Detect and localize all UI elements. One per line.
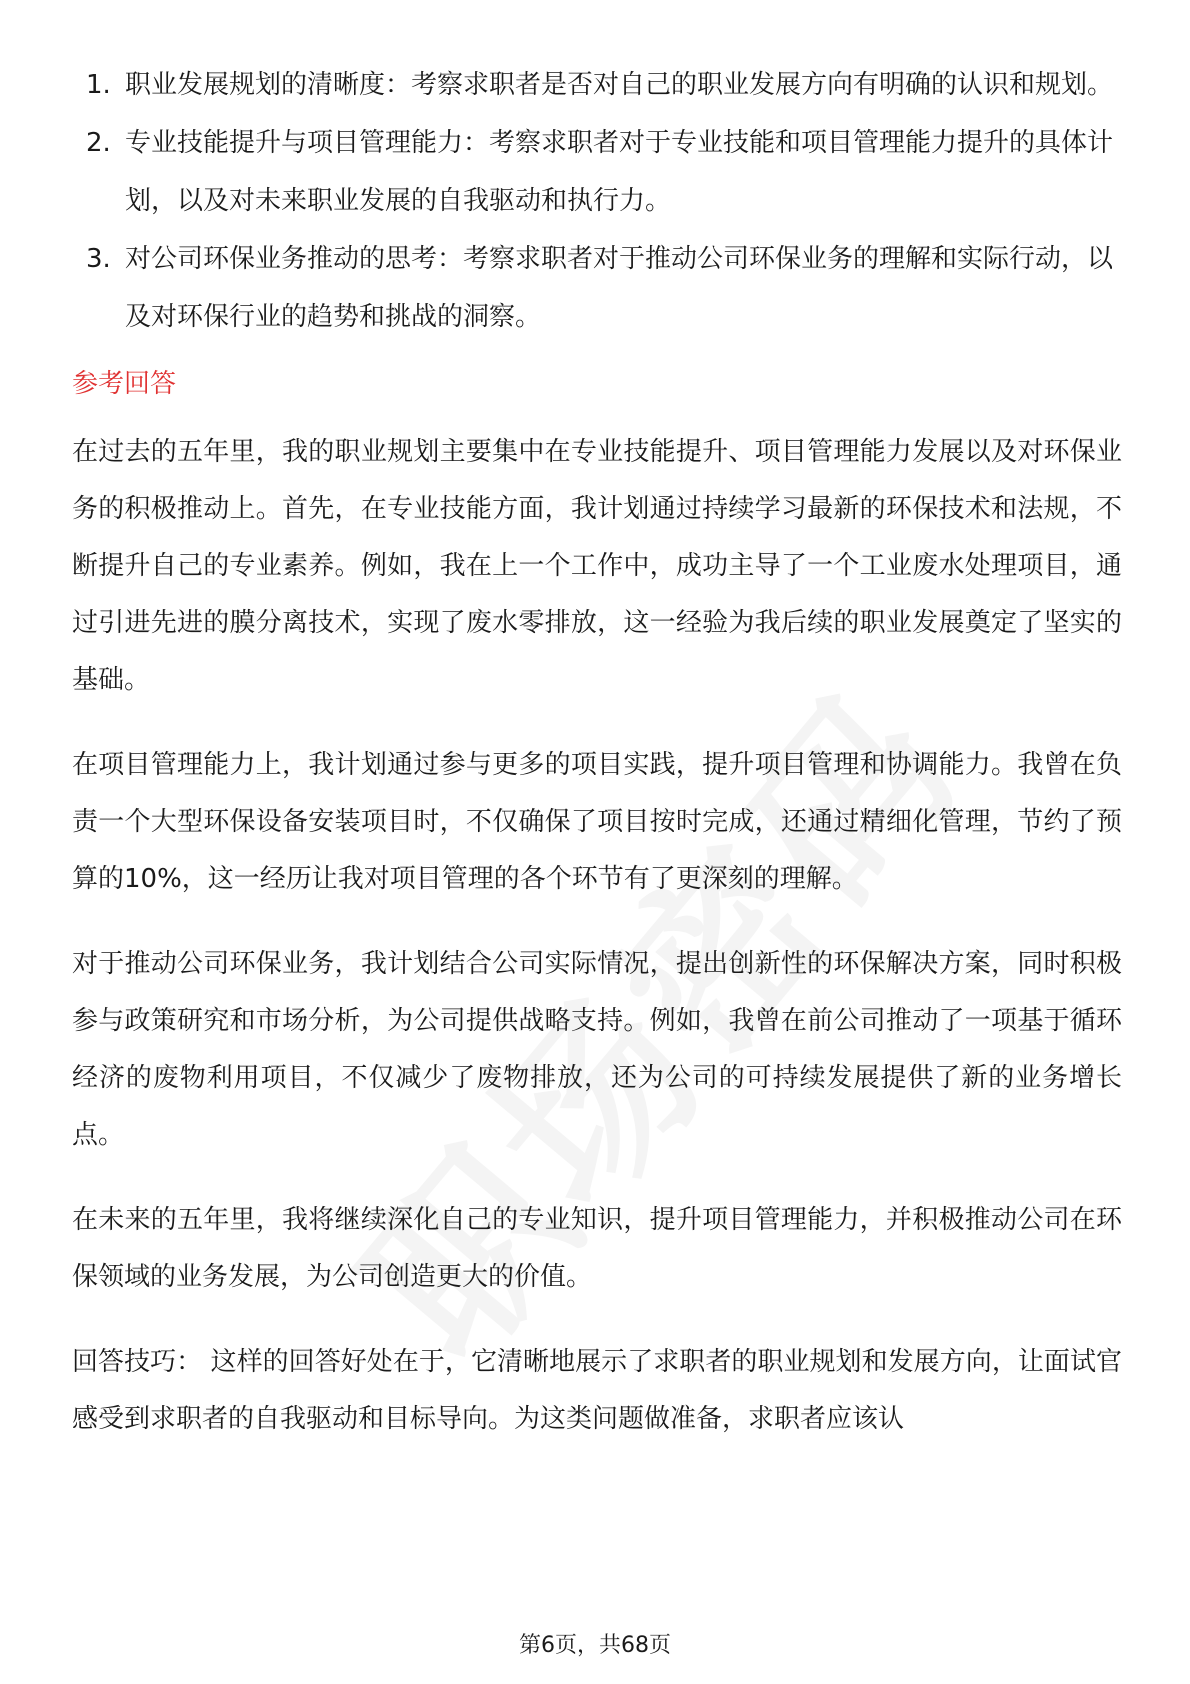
criteria-text: 专业技能提升与项目管理能力：考察求职者对于专业技能和项目管理能力提升的具体计划，以及对未来职业发展的自我驱动和执行力。: [125, 128, 1114, 216]
reference-answer-heading: 参考回答: [72, 369, 177, 399]
criteria-item: [72, 230, 1122, 346]
criteria-number: 2.: [86, 128, 111, 158]
criteria-text: 对公司环保业务推动的思考：考察求职者对于推动公司环保业务的理解和实际行动，以及对环保行业的趋势和挑战的洞察。: [125, 244, 1114, 332]
criteria-number: 1.: [86, 70, 111, 100]
answer-tips-paragraph: 回答技巧： 这样的回答好处在于，它清晰地展示了求职者的职业规划和发展方向，让面试官感受到求职者的自我驱动和目标导向。为这类问题做准备，求职者应该认: [72, 1347, 1122, 1434]
criteria-list: [72, 56, 1122, 346]
answer-paragraph: 在未来的五年里，我将继续深化自己的专业知识，提升项目管理能力，并积极推动公司在环保领域的业务发展，为公司创造更大的价值。: [72, 1205, 1122, 1292]
page-number: 第6页，共68页: [519, 1633, 671, 1658]
criteria-item: [72, 56, 1122, 114]
criteria-number: 3.: [86, 244, 111, 274]
answer-paragraph: 对于推动公司环保业务，我计划结合公司实际情况，提出创新性的环保解决方案，同时积极参与政策研究和市场分析，为公司提供战略支持。例如，我曾在前公司推动了一项基于循环经济的废物利用项目，不仅减少了废物排放，还为公司的可持续发展提供了新的业务增长点。: [72, 949, 1122, 1150]
criteria-item: [72, 114, 1122, 230]
page-content: [72, 56, 1122, 1476]
answer-paragraph: 在项目管理能力上，我计划通过参与更多的项目实践，提升项目管理和协调能力。我曾在负责一个大型环保设备安装项目时，不仅确保了项目按时完成，还通过精细化管理，节约了预算的10%，这一经历让我对项目管理的各个环节有了更深刻的理解。: [72, 750, 1122, 894]
criteria-text: 职业发展规划的清晰度：考察求职者是否对自己的职业发展方向有明确的认识和规划。: [125, 70, 1114, 100]
answer-paragraph: 在过去的五年里，我的职业规划主要集中在专业技能提升、项目管理能力发展以及对环保业务的积极推动上。首先，在专业技能方面，我计划通过持续学习最新的环保技术和法规，不断提升自己的专业素养。例如，我在上一个工作中，成功主导了一个工业废水处理项目，通过引进先进的膜分离技术，实现了废水零排放，这一经验为我后续的职业发展奠定了坚实的基础。: [72, 437, 1122, 695]
